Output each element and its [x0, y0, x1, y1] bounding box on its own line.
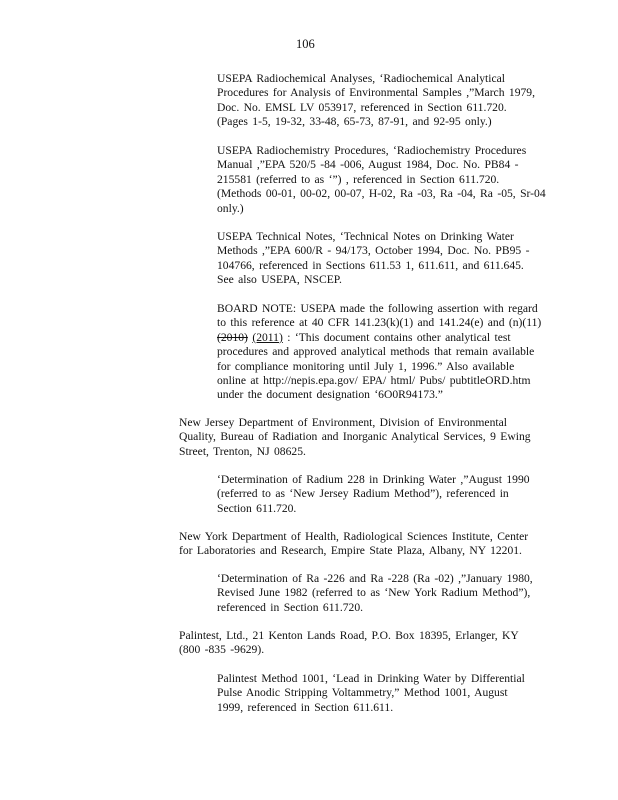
text-line: (referred to as ‘New Jersey Radium Method”), referenced in — [217, 487, 509, 501]
text-line: online at http://nepis.epa.gov/ EPA/ html/ Pubs/ pubtitleORD.htm — [217, 374, 531, 388]
text-line: 215581 (referred to as ‘”) , referenced in Section 611.720. — [217, 172, 500, 186]
text-line: Manual ,”EPA 520/5 -84 -006, August 1984, Doc. No. PB84 - — [217, 158, 519, 172]
reference-ny-radium-method — [217, 572, 538, 615]
reference-palintest-method-1001 — [217, 672, 538, 715]
deleted-text: (2010) — [217, 330, 248, 344]
text-line: Doc. No. EMSL LV 053917, referenced in Section 611.720. — [217, 100, 507, 114]
text-line: Revised June 1982 (referred to as ‘New York Radium Method”), — [217, 586, 531, 600]
text-line: Street, Trenton, NJ 08625. — [179, 444, 306, 458]
text-line: Methods ,”EPA 600/R - 94/173, October 1994, Doc. No. PB95 - — [217, 244, 530, 258]
reference-usepa-radiochemical-analyses — [217, 72, 538, 130]
reference-palintest — [179, 629, 534, 658]
text-line: for Laboratories and Research, Empire State Plaza, Albany, NY 12201. — [179, 544, 522, 558]
text-line: ‘Determination of Radium 228 in Drinking Water ,”August 1990 — [217, 473, 530, 486]
text-line: (Methods 00-01, 00-02, 00-07, H-02, Ra -03, Ra -04, Ra -05, Sr-04 — [217, 187, 546, 201]
text-line: referenced in Section 611.720. — [217, 600, 364, 614]
text-line: Pulse Anodic Stripping Voltammetry,” Method 1001, August — [217, 686, 508, 700]
text-line: New York Department of Health, Radiological Sciences Institute, Center — [179, 530, 529, 543]
reference-usepa-technical-notes — [217, 230, 538, 288]
text-line: procedures and approved analytical methods that remain available — [217, 345, 535, 359]
reference-new-york-department — [179, 530, 534, 559]
text-line: only.) — [217, 201, 244, 215]
board-note — [217, 302, 542, 403]
text-line: Palintest Method 1001, ‘Lead in Drinking Water by Differential — [217, 672, 525, 685]
text-line: New Jersey Department of Environment, Division of Environmental — [179, 416, 507, 429]
text-fragment: : ‘This document contains other analytical test — [282, 330, 511, 344]
text-line: BOARD NOTE: USEPA made the following assertion with regard — [217, 302, 538, 315]
text-line: See also USEPA, NSCEP. — [217, 273, 342, 287]
reference-nj-radium-method — [217, 473, 538, 516]
text-line: to this reference at 40 CFR 141.23(k)(1) and 141.24(e) and (n)(11) — [217, 316, 542, 330]
reference-usepa-radiochemistry-procedures — [217, 144, 546, 216]
text-line: (800 -835 -9629). — [179, 643, 265, 657]
reference-new-jersey-department — [179, 416, 534, 459]
text-line: Procedures for Analysis of Environmental Samples ,”March 1979, — [217, 86, 535, 100]
text-line: USEPA Radiochemistry Procedures, ‘Radiochemistry Procedures — [217, 144, 527, 157]
text-line: under the document designation ‘6O0R94173.” — [217, 388, 443, 402]
text-line: Palintest, Ltd., 21 Kenton Lands Road, P.O. Box 18395, Erlanger, KY — [179, 629, 519, 642]
text-line: ‘Determination of Ra -226 and Ra -228 (Ra -02) ,”January 1980, — [217, 572, 533, 585]
text-line: USEPA Technical Notes, ‘Technical Notes on Drinking Water — [217, 230, 514, 243]
text-line: 104766, referenced in Sections 611.53 1, 611.611, and 611.645. — [217, 258, 524, 272]
text-line: 1999, referenced in Section 611.611. — [217, 700, 394, 714]
page-number: 106 — [296, 37, 315, 51]
inserted-text: (2011) — [252, 330, 283, 344]
text-line — [217, 331, 538, 345]
text-line: (Pages 1-5, 19-32, 33-48, 65-73, 87-91, and 92-95 only.) — [217, 115, 492, 129]
text-line: for compliance monitoring until July 1, 1996.” Also available — [217, 359, 515, 373]
text-line: Quality, Bureau of Radiation and Inorganic Analytical Services, 9 Ewing — [179, 430, 531, 444]
text-line: Section 611.720. — [217, 501, 297, 515]
text-line: USEPA Radiochemical Analyses, ‘Radiochemical Analytical — [217, 72, 505, 85]
